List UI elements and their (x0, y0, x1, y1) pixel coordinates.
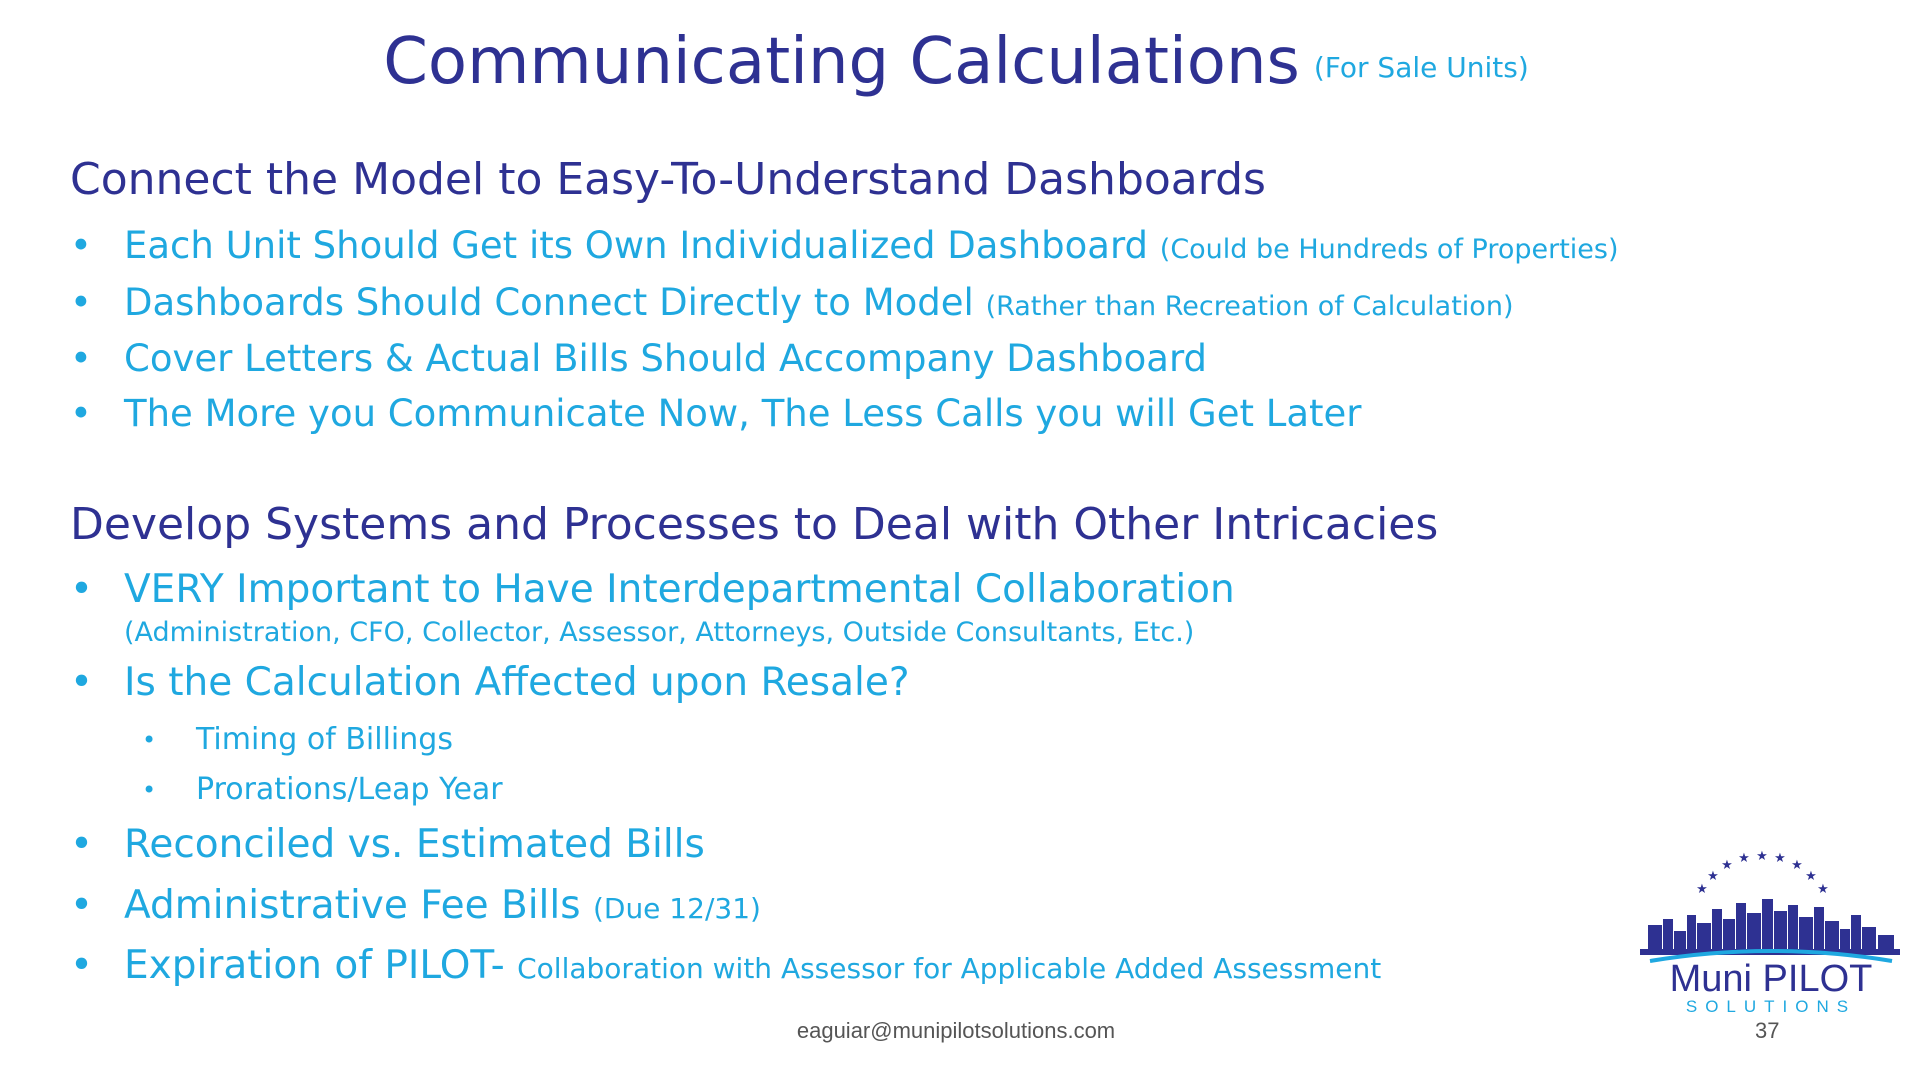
section1-heading: Connect the Model to Easy-To-Understand Dashboards (70, 154, 1266, 205)
muni-pilot-logo (1630, 845, 1912, 1015)
bullet-text: Each Unit Should Get its Own Individualized Dashboard (124, 224, 1149, 267)
bullet-text: Dashboards Should Connect Directly to Model (124, 281, 974, 324)
bullet-text: Reconciled vs. Estimated Bills (124, 822, 705, 867)
bullet-subnote: (Administration, CFO, Collector, Assessor, Attorneys, Outside Consultants, Etc.) (124, 617, 1195, 648)
bullet-text: Administrative Fee Bills (124, 883, 581, 928)
bullet-note: (Due 12/31) (592, 892, 761, 925)
sub-bullet-text: Prorations/Leap Year (196, 772, 503, 807)
logo-graphic (1630, 845, 1912, 1015)
bullet-dot: • (70, 337, 92, 380)
svg-text:★: ★ (1721, 858, 1733, 873)
svg-text:★: ★ (1707, 869, 1719, 884)
bullet-dot: • (70, 224, 92, 267)
bullet-note: (Could be Hundreds of Properties) (1159, 234, 1619, 265)
sub-bullet-text: Timing of Billings (196, 722, 453, 757)
title-subtitle: (For Sale Units) (1313, 51, 1529, 84)
bullet-dot: • (142, 776, 157, 804)
bullet-text: The More you Communicate Now, The Less Calls you will Get Later (124, 392, 1362, 435)
bullet-note: Collaboration with Assessor for Applicable Added Assessment (517, 952, 1382, 985)
bullet-dot: • (142, 726, 157, 754)
bullet-text: Expiration of PILOT- (124, 943, 505, 988)
bullet-dot: • (70, 567, 94, 612)
page-number: 37 (1755, 1018, 1780, 1043)
section2-heading: Develop Systems and Processes to Deal with Other Intricacies (70, 499, 1439, 550)
bullet-dot: • (70, 822, 94, 867)
bullet-text: Cover Letters & Actual Bills Should Accompany Dashboard (124, 337, 1207, 380)
title-main: Communicating Calculations (383, 25, 1300, 99)
bullet-dot: • (70, 943, 94, 988)
svg-text:★: ★ (1756, 849, 1768, 864)
logo-text-main: Muni PILOT (1669, 958, 1873, 1000)
logo-skyline (1640, 899, 1900, 955)
bullet-note: (Rather than Recreation of Calculation) (985, 291, 1514, 322)
bullet-text: Is the Calculation Affected upon Resale? (124, 660, 910, 705)
svg-text:★: ★ (1696, 882, 1708, 897)
svg-text:★: ★ (1805, 869, 1817, 884)
logo-text-sub: SOLUTIONS (1685, 997, 1857, 1015)
bullet-dot: • (70, 392, 92, 435)
svg-text:★: ★ (1817, 882, 1829, 897)
logo-stars (1696, 849, 1829, 897)
bullet-text: VERY Important to Have Interdepartmental Collaboration (124, 567, 1235, 612)
footer-email: eaguiar@munipilotsolutions.com (796, 1018, 1116, 1043)
bullet-dot: • (70, 660, 94, 705)
bullet-dot: • (70, 883, 94, 928)
svg-text:★: ★ (1774, 851, 1786, 866)
svg-text:★: ★ (1791, 858, 1803, 873)
slide-title (0, 22, 1912, 108)
bullet-dot: • (70, 281, 92, 324)
svg-text:★: ★ (1738, 851, 1750, 866)
